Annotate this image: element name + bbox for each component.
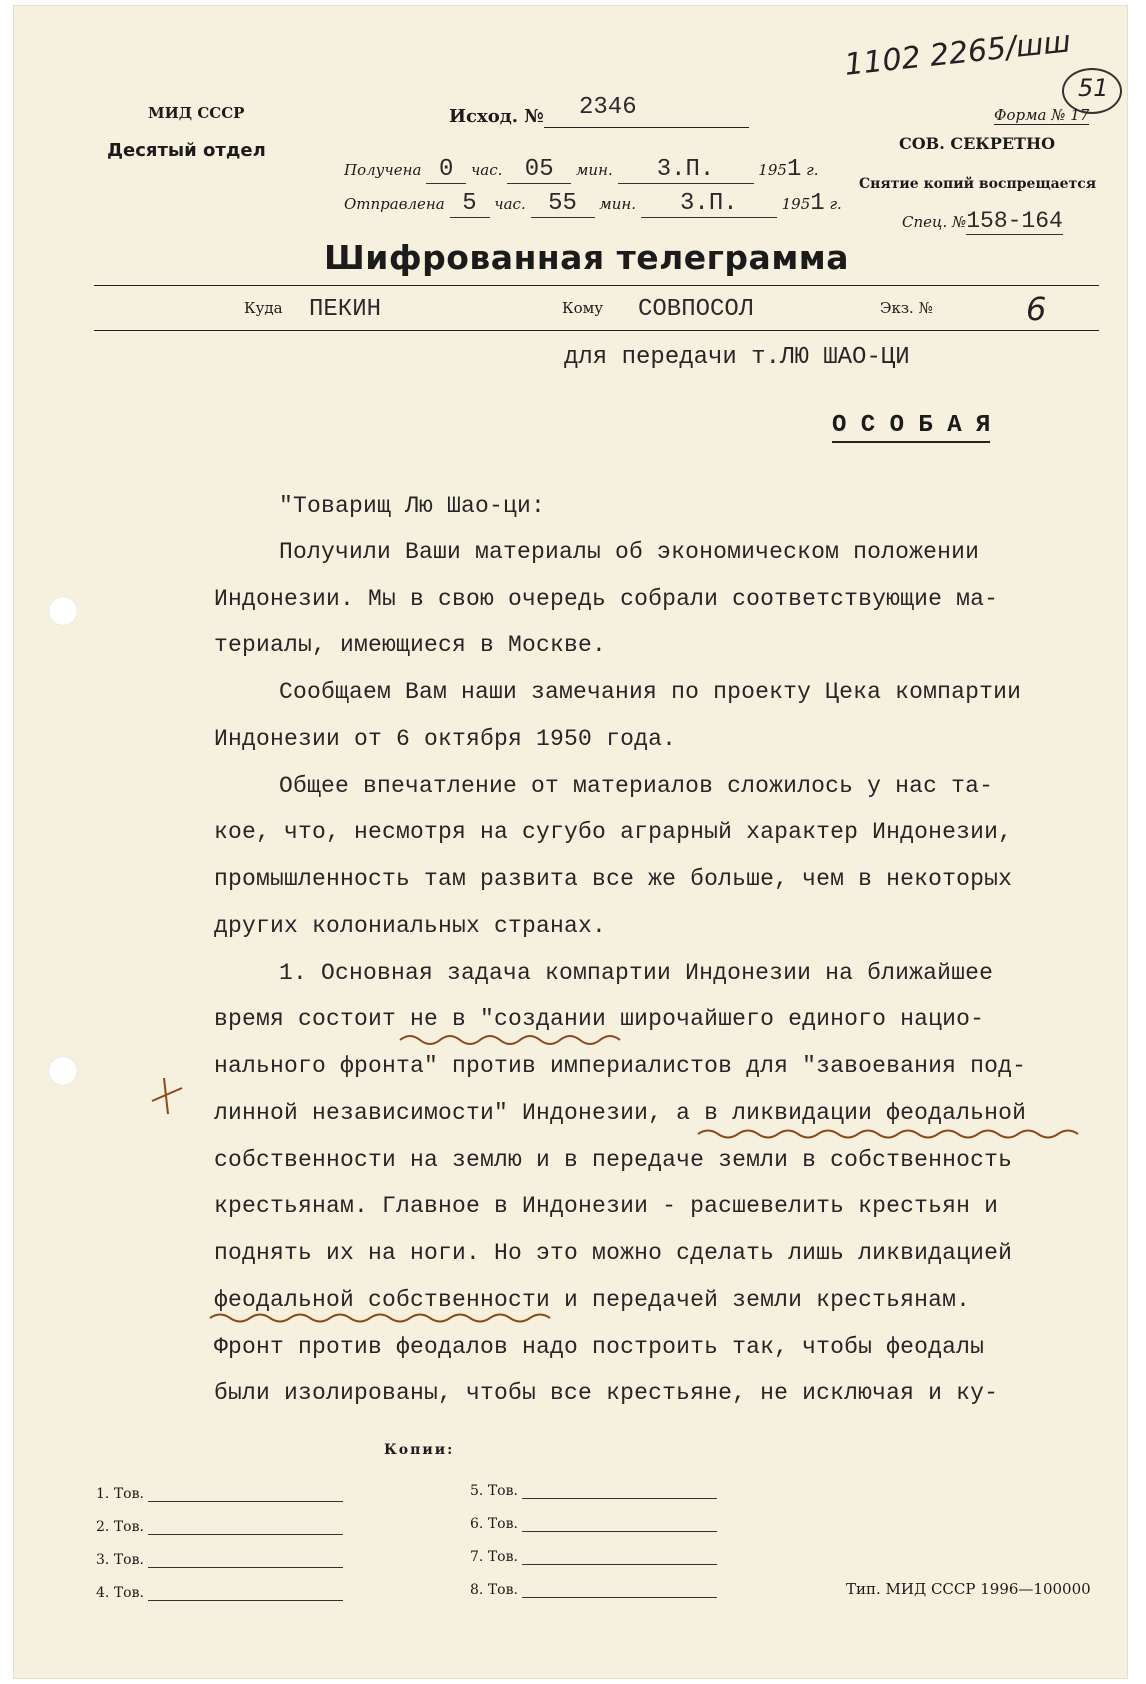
copies-label: Копии: <box>384 1442 455 1458</box>
special-mark: О С О Б А Я <box>832 412 990 443</box>
copy-row-label: Тов. <box>113 1585 144 1601</box>
body-line: Индонезии. Мы в свою очередь собрали соответствующие ма- <box>214 586 999 612</box>
document-sheet <box>14 6 1127 1678</box>
body-line: линной независимости" Индонезии, а в ликвидации феодальной <box>214 1100 1027 1126</box>
body-line: кое, что, несмотря на сугубо аграрный характер Индонезии, <box>214 819 1013 845</box>
classification-label: СОВ. СЕКРЕТНО <box>899 134 1056 153</box>
copy-row-line <box>148 1567 343 1568</box>
printer-footer: Тип. МИД СССР 1996—100000 <box>846 1580 1091 1598</box>
received-label: Получена <box>344 161 422 179</box>
copy-row-line <box>148 1534 343 1535</box>
copy-row-line <box>522 1531 717 1532</box>
pencil-underline-1 <box>400 1036 620 1044</box>
received-year-digit: 1 <box>786 156 802 183</box>
copy-row-number: 1. <box>96 1486 110 1502</box>
sent-minutes-label: мин. <box>599 195 637 213</box>
outgoing-number: 2346 <box>579 94 637 121</box>
pencil-annotations <box>14 6 1127 1678</box>
ministry-label: МИД СССР <box>148 104 245 122</box>
sent-year-digit: 1 <box>810 190 825 217</box>
recipient-label: Кому <box>562 299 604 317</box>
margin-mark-icon <box>152 1078 182 1114</box>
copy-row-label: Тов. <box>113 1552 144 1568</box>
forward-line: для передачи т.ЛЮ ШАО-ЦИ <box>564 344 910 371</box>
body-line: Общее впечатление от материалов сложилось у нас та- <box>279 773 994 799</box>
copy-row-line <box>522 1564 717 1565</box>
copy-row <box>470 1549 717 1565</box>
received-hours-label: час. <box>470 161 503 179</box>
sent-hours-label: час. <box>494 195 526 213</box>
body-line: Сообщаем Вам наши замечания по проекту Цека компартии <box>279 679 1022 705</box>
to-label: Куда <box>244 299 283 317</box>
handwritten-copy-number: 6 <box>1026 290 1047 328</box>
body-line: Индонезии от 6 октября 1950 года. <box>214 726 677 752</box>
sent-hours: 5 <box>450 190 490 218</box>
handwritten-top-numbers: 1102 2265/шш <box>842 24 1073 83</box>
document-title: Шифрованная телеграмма <box>324 238 850 277</box>
spec-number: 158-164 <box>966 208 1063 234</box>
body-line: Получили Ваши материалы об экономическом положении <box>279 539 980 565</box>
copy-row-line <box>522 1498 717 1499</box>
received-minutes-label: мин. <box>575 161 613 179</box>
circled-number-text: 51 <box>1078 74 1109 102</box>
body-line: крестьянам. Главное в Индонезии - расшевелить крестьян и <box>214 1193 999 1219</box>
copy-row <box>470 1516 717 1532</box>
copy-row-label: Тов. <box>487 1483 518 1499</box>
body-line: 1. Основная задача компартии Индонезии на ближайшее <box>279 960 994 986</box>
copy-row-label: Тов. <box>113 1486 144 1502</box>
received-hours: 0 <box>426 156 466 184</box>
copy-row-number: 4. <box>96 1585 110 1601</box>
received-year-suffix: г. <box>806 161 819 179</box>
to-value: ПЕКИН <box>309 296 382 323</box>
copy-row <box>96 1585 343 1601</box>
copy-row-label: Тов. <box>487 1549 518 1565</box>
outgoing-label: Исход. № <box>449 106 544 127</box>
sent-year-suffix: г. <box>829 195 842 213</box>
spec-label: Спец. № <box>902 213 967 231</box>
body-line: териалы, имеющиеся в Москве. <box>214 632 607 658</box>
copy-row-label: Тов. <box>487 1516 518 1532</box>
pencil-underline-2 <box>698 1131 1078 1138</box>
department-label: Десятый отдел <box>107 140 266 161</box>
copy-row <box>96 1552 343 1568</box>
body-line: собственности на землю и в передаче земли в собственность <box>214 1147 1013 1173</box>
copy-row-line <box>148 1600 343 1601</box>
copy-row <box>96 1486 343 1502</box>
copy-row-number: 3. <box>96 1552 110 1568</box>
copy-row-number: 5. <box>470 1483 484 1499</box>
sent-minutes: 55 <box>531 190 595 218</box>
copy-row-number: 2. <box>96 1519 110 1535</box>
copy-row-number: 7. <box>470 1549 484 1565</box>
body-line: были изолированы, чтобы все крестьяне, не исключая и ку- <box>214 1380 999 1406</box>
copy-row-number: 6. <box>470 1516 484 1532</box>
form-label: Форма № 17 <box>994 106 1090 124</box>
copy-row <box>470 1483 717 1499</box>
body-line: поднять их на ноги. Но это можно сделать лишь ликвидацией <box>214 1240 1013 1266</box>
copy-notice: Снятие копий воспрещается <box>859 176 1097 192</box>
body-line: нального фронта" против империалистов для "завоевания под- <box>214 1053 1027 1079</box>
copy-row-line <box>148 1501 343 1502</box>
sent-year-prefix: 195 <box>781 195 811 213</box>
copy-number-label: Экз. № <box>880 299 933 317</box>
copy-row <box>96 1519 343 1535</box>
body-line: феодальной собственности и передачей земли крестьянам. <box>214 1287 971 1313</box>
pencil-underline-3 <box>210 1315 550 1322</box>
sent-date: 3.П. <box>641 190 777 218</box>
body-line: промышленность там развита все же больше, чем в некоторых <box>214 866 1013 892</box>
body-line: время состоит не в "создании широчайшего единого нацио- <box>214 1006 985 1032</box>
copy-row-label: Тов. <box>487 1582 518 1598</box>
copy-row-label: Тов. <box>113 1519 144 1535</box>
received-date: 3.П. <box>618 156 754 184</box>
copy-row-number: 8. <box>470 1582 484 1598</box>
body-line: "Товарищ Лю Шао-ци: <box>279 493 546 519</box>
body-line: других колониальных странах. <box>214 913 607 939</box>
copy-row-line <box>522 1597 717 1598</box>
body-line: Фронт против феодалов надо построить так, чтобы феодалы <box>214 1334 985 1360</box>
received-minutes: 05 <box>507 156 571 184</box>
received-year-prefix: 195 <box>758 161 787 179</box>
copy-row <box>470 1582 717 1598</box>
recipient-value: СОВПОСОЛ <box>638 296 754 323</box>
sent-label: Отправлена <box>344 195 445 213</box>
